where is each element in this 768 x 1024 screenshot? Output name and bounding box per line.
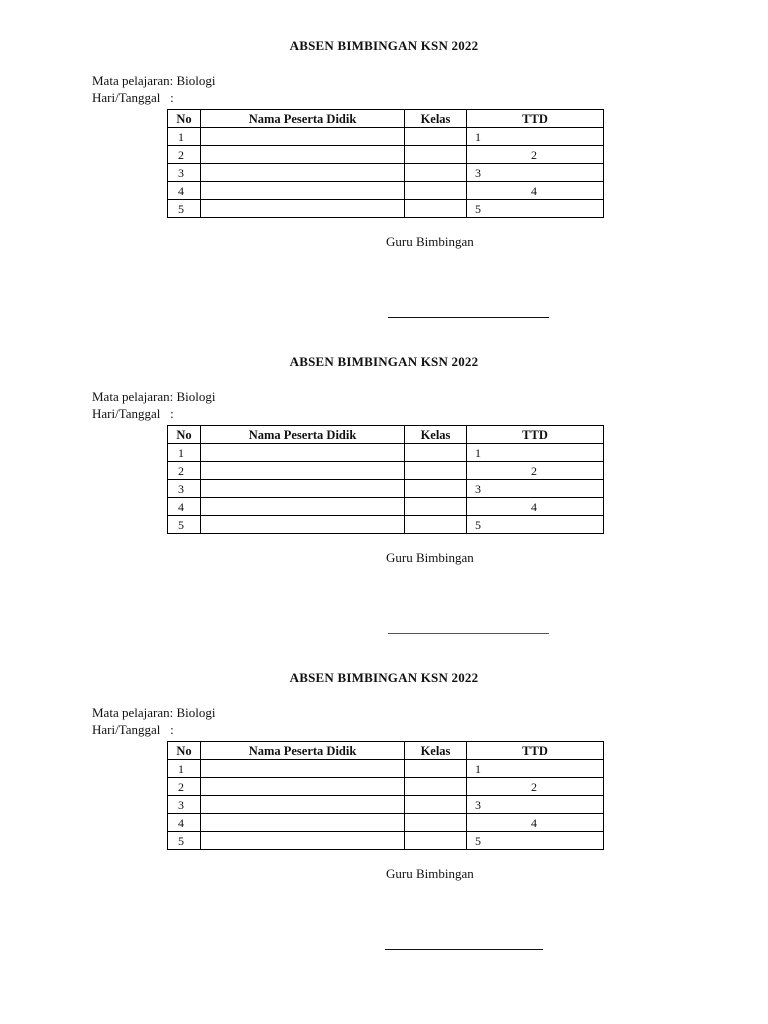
- table-row: [168, 164, 604, 182]
- row-name-cell[interactable]: [201, 200, 405, 218]
- row-kelas-cell[interactable]: [405, 444, 467, 462]
- attendance-form-1: [0, 0, 768, 316]
- table-row: [168, 444, 604, 462]
- row-kelas-cell[interactable]: [405, 760, 467, 778]
- row-ttd-cell[interactable]: 1: [467, 128, 604, 146]
- row-no: 5: [168, 516, 201, 534]
- date-line: Hari/Tanggal :: [92, 90, 174, 105]
- subject-line: Mata pelajaran: Biologi: [92, 73, 216, 88]
- row-kelas-cell[interactable]: [405, 498, 467, 516]
- row-ttd-cell[interactable]: 3: [467, 796, 604, 814]
- table-row: [168, 182, 604, 200]
- attendance-form-2: [0, 316, 768, 632]
- header-no: No: [168, 110, 201, 128]
- row-no: 1: [168, 444, 201, 462]
- row-name-cell[interactable]: [201, 814, 405, 832]
- row-no: 3: [168, 480, 201, 498]
- form-title: ABSEN BIMBINGAN KSN 2022: [289, 38, 479, 53]
- row-kelas-cell[interactable]: [405, 164, 467, 182]
- row-name-cell[interactable]: [201, 832, 405, 850]
- table-row: [168, 814, 604, 832]
- row-ttd-cell[interactable]: 2: [467, 462, 604, 480]
- row-kelas-cell[interactable]: [405, 128, 467, 146]
- row-kelas-cell[interactable]: [405, 814, 467, 832]
- row-name-cell[interactable]: [201, 146, 405, 164]
- row-kelas-cell[interactable]: [405, 200, 467, 218]
- subject-line: Mata pelajaran: Biologi: [92, 705, 216, 720]
- row-kelas-cell[interactable]: [405, 796, 467, 814]
- row-no: 2: [168, 778, 201, 796]
- table-row: [168, 760, 604, 778]
- row-no: 4: [168, 814, 201, 832]
- table-row: [168, 832, 604, 850]
- form-title: ABSEN BIMBINGAN KSN 2022: [289, 354, 479, 369]
- row-kelas-cell[interactable]: [405, 832, 467, 850]
- row-kelas-cell[interactable]: [405, 146, 467, 164]
- header-kelas: Kelas: [405, 742, 467, 760]
- header-kelas: Kelas: [405, 426, 467, 444]
- row-ttd-cell[interactable]: 2: [467, 146, 604, 164]
- row-no: 5: [168, 200, 201, 218]
- row-kelas-cell[interactable]: [405, 778, 467, 796]
- signature-label: Guru Bimbingan: [386, 866, 474, 881]
- row-no: 2: [168, 146, 201, 164]
- table-row: [168, 146, 604, 164]
- header-kelas: Kelas: [405, 110, 467, 128]
- table-row: [168, 516, 604, 534]
- row-no: 1: [168, 760, 201, 778]
- table-header-row: [168, 426, 604, 444]
- row-kelas-cell[interactable]: [405, 480, 467, 498]
- form-title: ABSEN BIMBINGAN KSN 2022: [289, 670, 479, 685]
- row-no: 4: [168, 498, 201, 516]
- header-ttd: TTD: [467, 426, 604, 444]
- row-name-cell[interactable]: [201, 760, 405, 778]
- header-no: No: [168, 742, 201, 760]
- row-ttd-cell[interactable]: 5: [467, 200, 604, 218]
- table-row: [168, 200, 604, 218]
- attendance-table: [167, 741, 604, 850]
- row-no: 3: [168, 796, 201, 814]
- row-name-cell[interactable]: [201, 182, 405, 200]
- signature-line: [385, 949, 543, 950]
- table-header-row: [168, 742, 604, 760]
- row-name-cell[interactable]: [201, 480, 405, 498]
- row-ttd-cell[interactable]: 3: [467, 480, 604, 498]
- row-name-cell[interactable]: [201, 516, 405, 534]
- row-name-cell[interactable]: [201, 444, 405, 462]
- row-ttd-cell[interactable]: 4: [467, 498, 604, 516]
- row-ttd-cell[interactable]: 2: [467, 778, 604, 796]
- table-row: [168, 480, 604, 498]
- row-ttd-cell[interactable]: 5: [467, 516, 604, 534]
- attendance-table: [167, 425, 604, 534]
- attendance-table: [167, 109, 604, 218]
- row-ttd-cell[interactable]: 3: [467, 164, 604, 182]
- table-row: [168, 498, 604, 516]
- row-name-cell[interactable]: [201, 498, 405, 516]
- row-kelas-cell[interactable]: [405, 516, 467, 534]
- row-no: 5: [168, 832, 201, 850]
- table-row: [168, 462, 604, 480]
- row-name-cell[interactable]: [201, 796, 405, 814]
- header-no: No: [168, 426, 201, 444]
- row-ttd-cell[interactable]: 4: [467, 182, 604, 200]
- row-no: 1: [168, 128, 201, 146]
- row-kelas-cell[interactable]: [405, 182, 467, 200]
- row-name-cell[interactable]: [201, 462, 405, 480]
- table-row: [168, 128, 604, 146]
- row-kelas-cell[interactable]: [405, 462, 467, 480]
- header-name: Nama Peserta Didik: [201, 742, 405, 760]
- row-no: 2: [168, 462, 201, 480]
- row-ttd-cell[interactable]: 1: [467, 444, 604, 462]
- row-name-cell[interactable]: [201, 164, 405, 182]
- row-no: 3: [168, 164, 201, 182]
- row-ttd-cell[interactable]: 1: [467, 760, 604, 778]
- table-row: [168, 796, 604, 814]
- row-ttd-cell[interactable]: 4: [467, 814, 604, 832]
- date-line: Hari/Tanggal :: [92, 722, 174, 737]
- signature-label: Guru Bimbingan: [386, 550, 474, 565]
- attendance-form-3: [0, 632, 768, 948]
- table-row: [168, 778, 604, 796]
- signature-label: Guru Bimbingan: [386, 234, 474, 249]
- subject-line: Mata pelajaran: Biologi: [92, 389, 216, 404]
- table-header-row: [168, 110, 604, 128]
- row-name-cell[interactable]: [201, 128, 405, 146]
- header-ttd: TTD: [467, 742, 604, 760]
- date-line: Hari/Tanggal :: [92, 406, 174, 421]
- header-name: Nama Peserta Didik: [201, 426, 405, 444]
- row-no: 4: [168, 182, 201, 200]
- row-ttd-cell[interactable]: 5: [467, 832, 604, 850]
- row-name-cell[interactable]: [201, 778, 405, 796]
- header-ttd: TTD: [467, 110, 604, 128]
- header-name: Nama Peserta Didik: [201, 110, 405, 128]
